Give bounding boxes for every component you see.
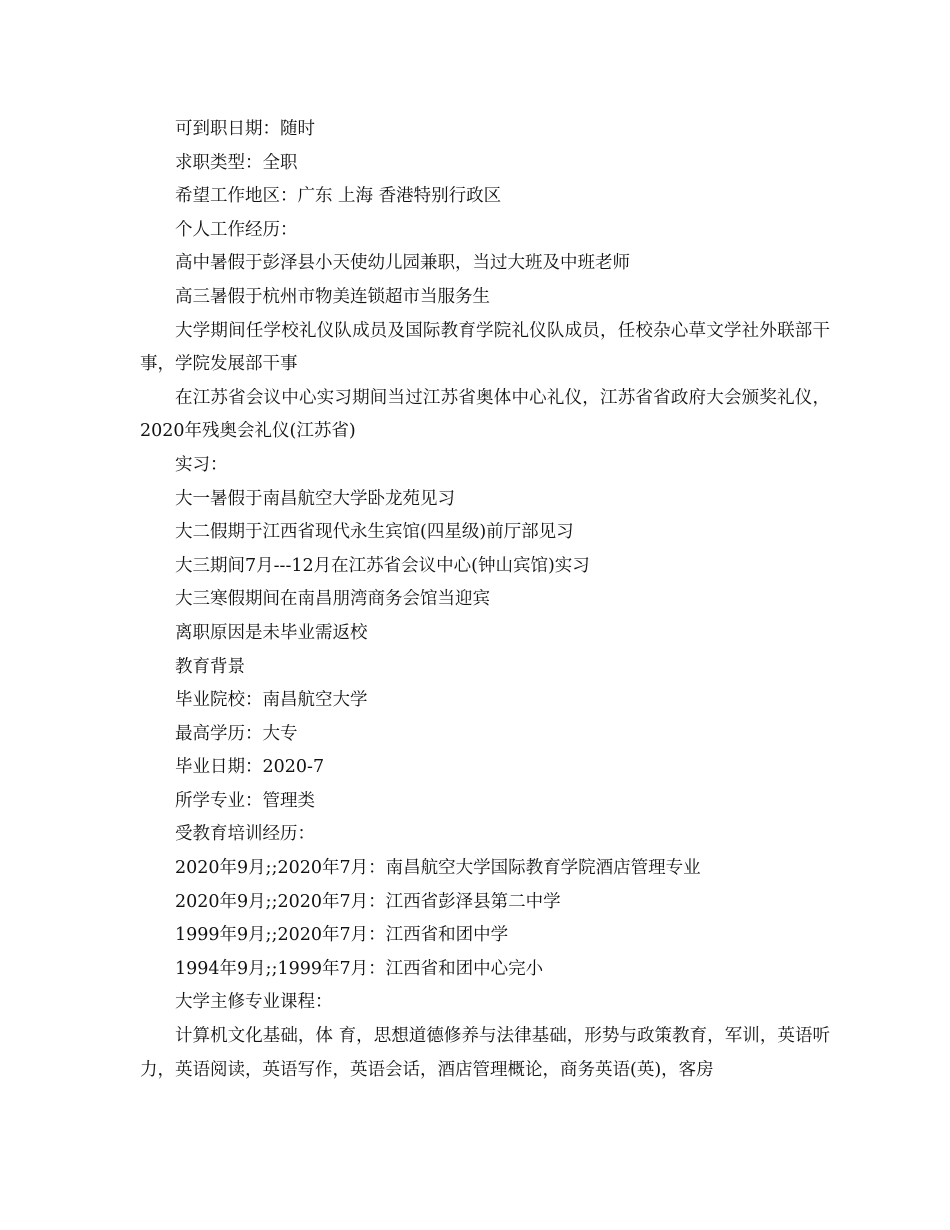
graduation-date-line: 毕业日期：2020-7 [175,757,325,778]
work-experience-item: 高三暑假于杭州市物美连锁超市当服务生 [175,286,490,307]
major-line: 所学专业：管理类 [175,790,315,811]
internship-item: 大三期间7月---12月在江苏省会议中心(钟山宾馆)实习 [175,555,590,576]
work-experience-heading: 个人工作经历： [175,219,298,240]
leaving-reason-line: 离职原因是未毕业需返校 [175,622,368,643]
training-item: 2020年9月;;2020年7月：南昌航空大学国际教育学院酒店管理专业 [175,858,701,879]
available-date-line: 可到职日期：随时 [175,119,315,139]
school-line: 毕业院校：南昌航空大学 [175,690,368,711]
training-item: 1994年9月;;1999年7月：江西省和团中心完小 [175,958,544,979]
training-heading: 受教育培训经历： [175,824,315,845]
work-experience-item: 高中暑假于彭泽县小天使幼儿园兼职，当过大班及中班老师 [175,253,630,274]
training-item: 2020年9月;;2020年7月：江西省彭泽县第二中学 [175,891,561,912]
internship-item: 大一暑假于南昌航空大学卧龙苑见习 [175,488,455,509]
courses-heading: 大学主修专业课程： [175,992,333,1013]
work-experience-paragraph: 大学期间任学校礼仪队成员及国际教育学院礼仪队成员，任校杂心草文学社外联部干事，学院发展部干事 [140,320,830,375]
internship-heading: 实习： [175,454,228,475]
preferred-location-line: 希望工作地区：广东 上海 香港特别行政区 [175,186,502,207]
training-item: 1999年9月;;2020年7月：江西省和团中学 [175,925,509,946]
education-heading: 教育背景 [175,656,245,677]
degree-line: 最高学历：大专 [175,723,298,744]
courses-paragraph: 计算机文化基础，体 育，思想道德修养与法律基础，形势与政策教育，军训，英语听力，英语阅读，英语写作，英语会话，酒店管理概论，商务英语(英)，客房 [140,1026,830,1080]
internship-item: 大三寒假期间在南昌朋湾商务会馆当迎宾 [175,589,490,610]
job-type-line: 求职类型：全职 [175,152,298,173]
internship-item: 大二假期于江西省现代永生宾馆(四星级)前厅部见习 [175,522,574,543]
work-experience-paragraph: 在江苏省会议中心实习期间当过江苏省奥体中心礼仪，江苏省省政府大会颁奖礼仪，2020年残奥会礼仪(江苏省) [140,387,830,442]
document-body [140,113,830,1087]
